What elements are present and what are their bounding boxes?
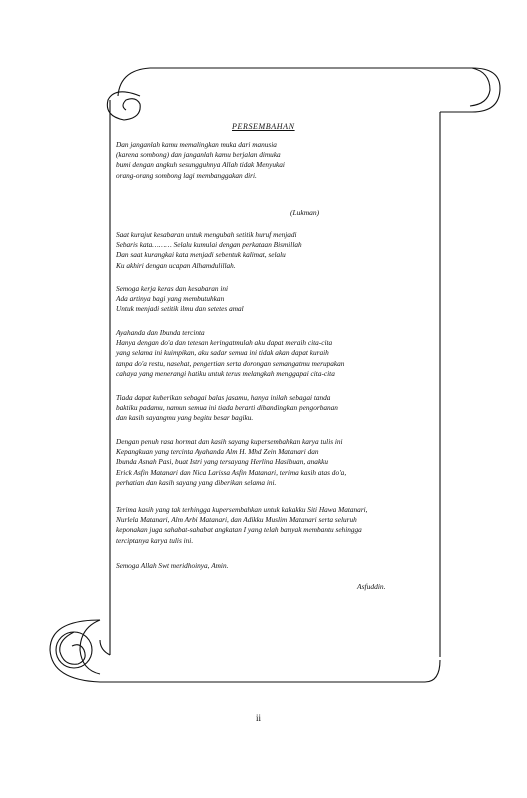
paragraph-line: Nurlela Matanari, Alm Arbi Matanari, dan Adikku Muslim Matanari serta seluruh (116, 515, 357, 525)
paragraph-line: Tiada dapat kuberikan sebagai balas jasamu, hanya inilah sebagai tanda (116, 393, 331, 402)
paragraph-line: yang selama ini kuimpikan, aku sadar semua ini tidak akan dapat kuraih (116, 348, 329, 358)
paragraph-line: Sebaris kata……… Selalu kumulai dengan perkataan Bismillah (116, 240, 302, 250)
page-title: PERSEMBAHAN (232, 122, 295, 131)
paragraph-line: Ku akhiri dengan ucapan Alhamdulillah. (116, 260, 236, 270)
paragraph-line: Untuk menjadi setitik ilmu dan setetes amal (116, 304, 244, 314)
paragraph-line: dan kasih sayangmu yang begitu besar bagiku. (116, 413, 254, 423)
paragraph-6 (116, 505, 426, 546)
paragraph-line: Semoga kerja keras dan kesabaran ini (116, 284, 229, 293)
paragraph-line: keponakan juga sahabat-sahabat angkatan I yang telah banyak membantu sehingga (116, 525, 362, 535)
signature: Asfuddin. (357, 582, 386, 591)
paragraph-3 (116, 328, 426, 379)
paragraph-line: Dengan penuh rasa hormat dan kasih sayang kupersembahkan karya tulis ini (116, 437, 343, 446)
quote-source: (Lukman) (290, 208, 320, 217)
quote-block (116, 140, 426, 181)
paragraph-line: tanpa do'a restu, nasehat, pengertian serta dorongan semangatmu merupakan (116, 358, 345, 368)
paragraph-line: Dan saat kurangkai kata menjadi sebentuk kalimat, selalu (116, 250, 286, 260)
paragraph-line: Erick Asfin Matanari dan Nica Larissa Asfin Matanari, terima kasih atas do'a, (116, 467, 347, 477)
paragraph-line: Semoga Allah Swt meridhoinya, Amin. (116, 561, 229, 570)
paragraph-line: baktiku padamu, namun semua ini tiada berarti dibandingkan pengorbanan (116, 403, 338, 413)
quote-line: orang-orang sombong lagi membanggakan diri. (116, 170, 257, 180)
paragraph-line: cahaya yang menerangi hatiku untuk terus melangkah menggapai cita-cita (116, 368, 335, 378)
page-number: ii (256, 713, 262, 723)
paragraph-line: Terima kasih yang tak terhingga kupersembahkan untuk kakakku Siti Hawa Matanari, (116, 505, 368, 514)
paragraph-5 (116, 437, 426, 488)
paragraph-line: terciptanya karya tulis ini. (116, 535, 194, 545)
paragraph-4 (116, 393, 426, 424)
quote-line: (karena sombong) dan janganlah kamu berjalan dimuka (116, 150, 281, 160)
paragraph-line: Ibunda Asnah Pasi, buat Istri yang tersayang Herlina Hasibuan, anakku (116, 457, 329, 467)
paragraph-line: perhatian dan kasih sayang yang diberikan selama ini. (116, 477, 277, 487)
quote-line: bumi dengan angkuh sesungguhnya Allah tidak Menyukai (116, 160, 285, 170)
quote-line: Dan janganlah kamu memalingkan muka dari manusia (116, 140, 277, 149)
paragraph-line: Saat kurajut kesabaran untuk mengubah setitik huruf menjadi (116, 230, 297, 239)
paragraph-line: Ada artinya bagi yang membutuhkan (116, 294, 225, 304)
paragraph-1 (116, 230, 426, 271)
paragraph-2 (116, 284, 426, 315)
paragraph-7 (116, 561, 426, 571)
paragraph-line: Ayahanda dan Ibunda tercinta (116, 328, 205, 337)
paragraph-line: Kepangkuan yang tercinta Ayahanda Alm H. Mhd Zein Matanari dan (116, 447, 319, 457)
paragraph-line: Hanya dengan do'a dan tetesan keringatmulah aku dapat meraih cita-cita (116, 338, 333, 348)
